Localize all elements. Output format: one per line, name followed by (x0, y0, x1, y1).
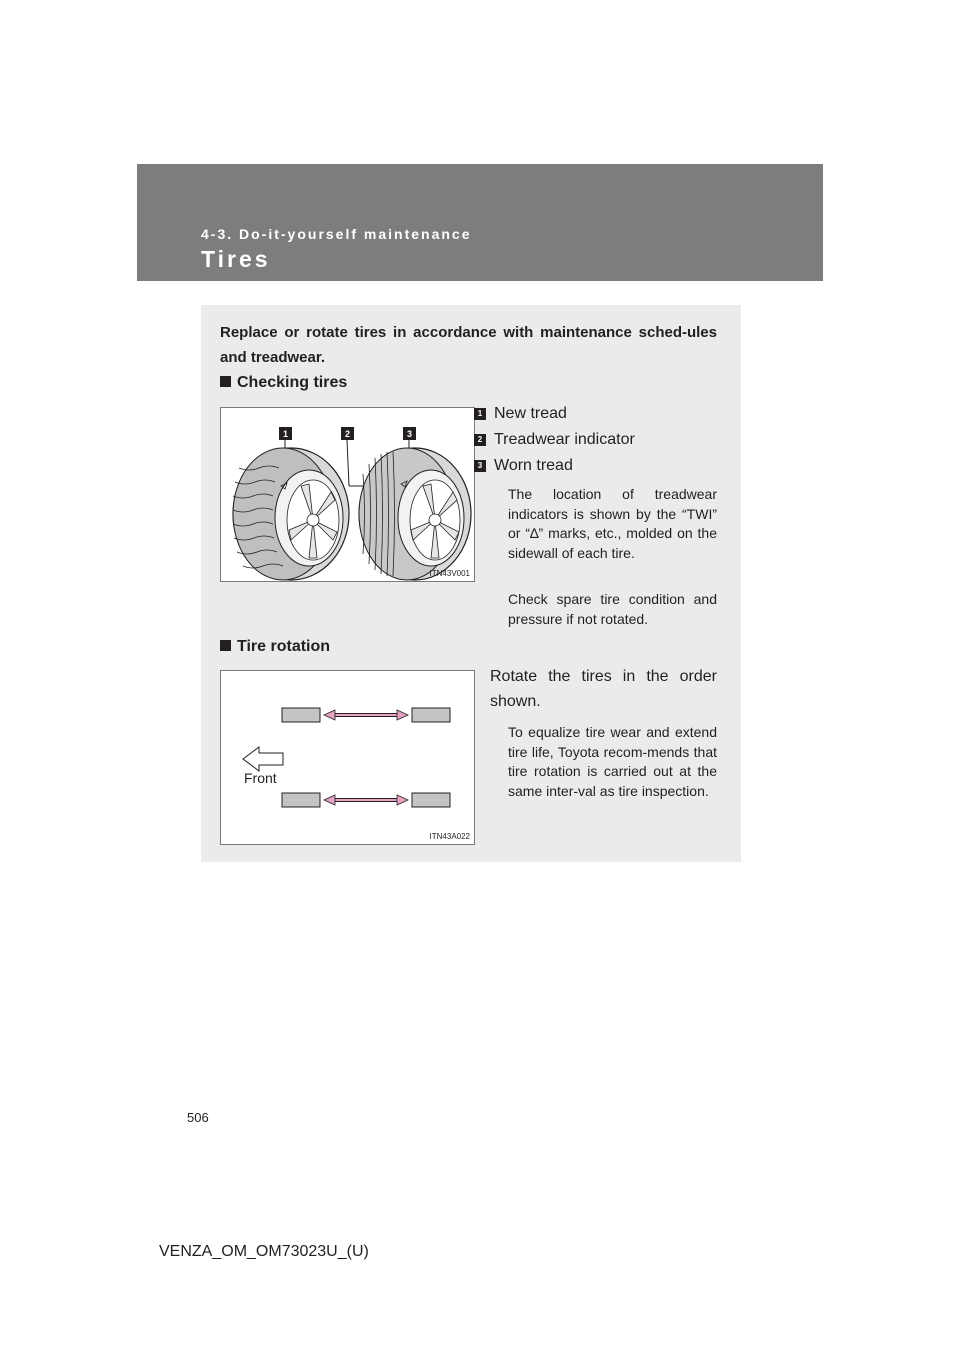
callout-1-icon (279, 427, 292, 440)
document-id: VENZA_OM_OM73023U_(U) (159, 1243, 369, 1260)
tire-rotation-label: Tire rotation (237, 638, 331, 655)
tire-tread-illustration (221, 408, 474, 581)
square-bullet-icon (220, 376, 231, 387)
page-number: 506 (187, 1110, 209, 1125)
tread-callout-list (474, 401, 635, 479)
number-badge: 3 (474, 460, 486, 472)
intro-text: Replace or rotate tires in accordance with maintenance sched-ules and treadwear. (220, 324, 717, 366)
number-badge: 2 (474, 434, 486, 446)
rotation-diagram (221, 671, 474, 844)
svg-text:1: 1 (282, 429, 289, 439)
rotation-note: To equalize tire wear and extend tire life, Toyota recom-mends that tire rotation is carried out at the same inter-val as tire inspection. (508, 724, 717, 799)
list-item (474, 427, 635, 453)
rotation-instruction: Rotate the tires in the order shown. (490, 668, 717, 710)
content-box (201, 305, 741, 862)
checking-tires-label: Checking tires (237, 374, 348, 391)
list-item-label: Worn tread (494, 457, 573, 474)
callout-2-icon (341, 427, 354, 440)
page-title: Tires (201, 246, 271, 272)
worn-tire-icon (359, 448, 471, 580)
figure-code: ITN43A022 (429, 832, 470, 841)
list-item (474, 401, 635, 427)
spare-tire-note: Check spare tire condition and pressure if not rotated. (508, 591, 717, 627)
front-arrow-icon (243, 747, 283, 771)
number-badge: 1 (474, 408, 486, 420)
tire-tread-figure (220, 407, 475, 582)
tire-rotation-figure (220, 670, 475, 845)
svg-text:2: 2 (344, 429, 351, 439)
front-label: Front (244, 770, 277, 786)
callout-3-icon (403, 427, 416, 440)
tire-rotation-heading (220, 638, 330, 656)
double-arrow-icon (324, 795, 408, 805)
list-item (474, 453, 635, 479)
new-tire-icon (233, 448, 349, 580)
chapter-header (137, 164, 823, 281)
checking-tires-heading (220, 374, 347, 392)
figure-code: ITN43V001 (429, 569, 470, 578)
square-bullet-icon (220, 640, 231, 651)
svg-text:3: 3 (406, 429, 413, 439)
list-item-label: New tread (494, 405, 567, 422)
double-arrow-icon (324, 710, 408, 720)
list-item-label: Treadwear indicator (494, 431, 635, 448)
treadwear-note: The location of treadwear indicators is shown by the “TWI” or “∆” marks, etc., molded on the sidewall of each tire. (508, 486, 717, 561)
section-label: 4-3. Do-it-yourself maintenance (201, 226, 472, 242)
